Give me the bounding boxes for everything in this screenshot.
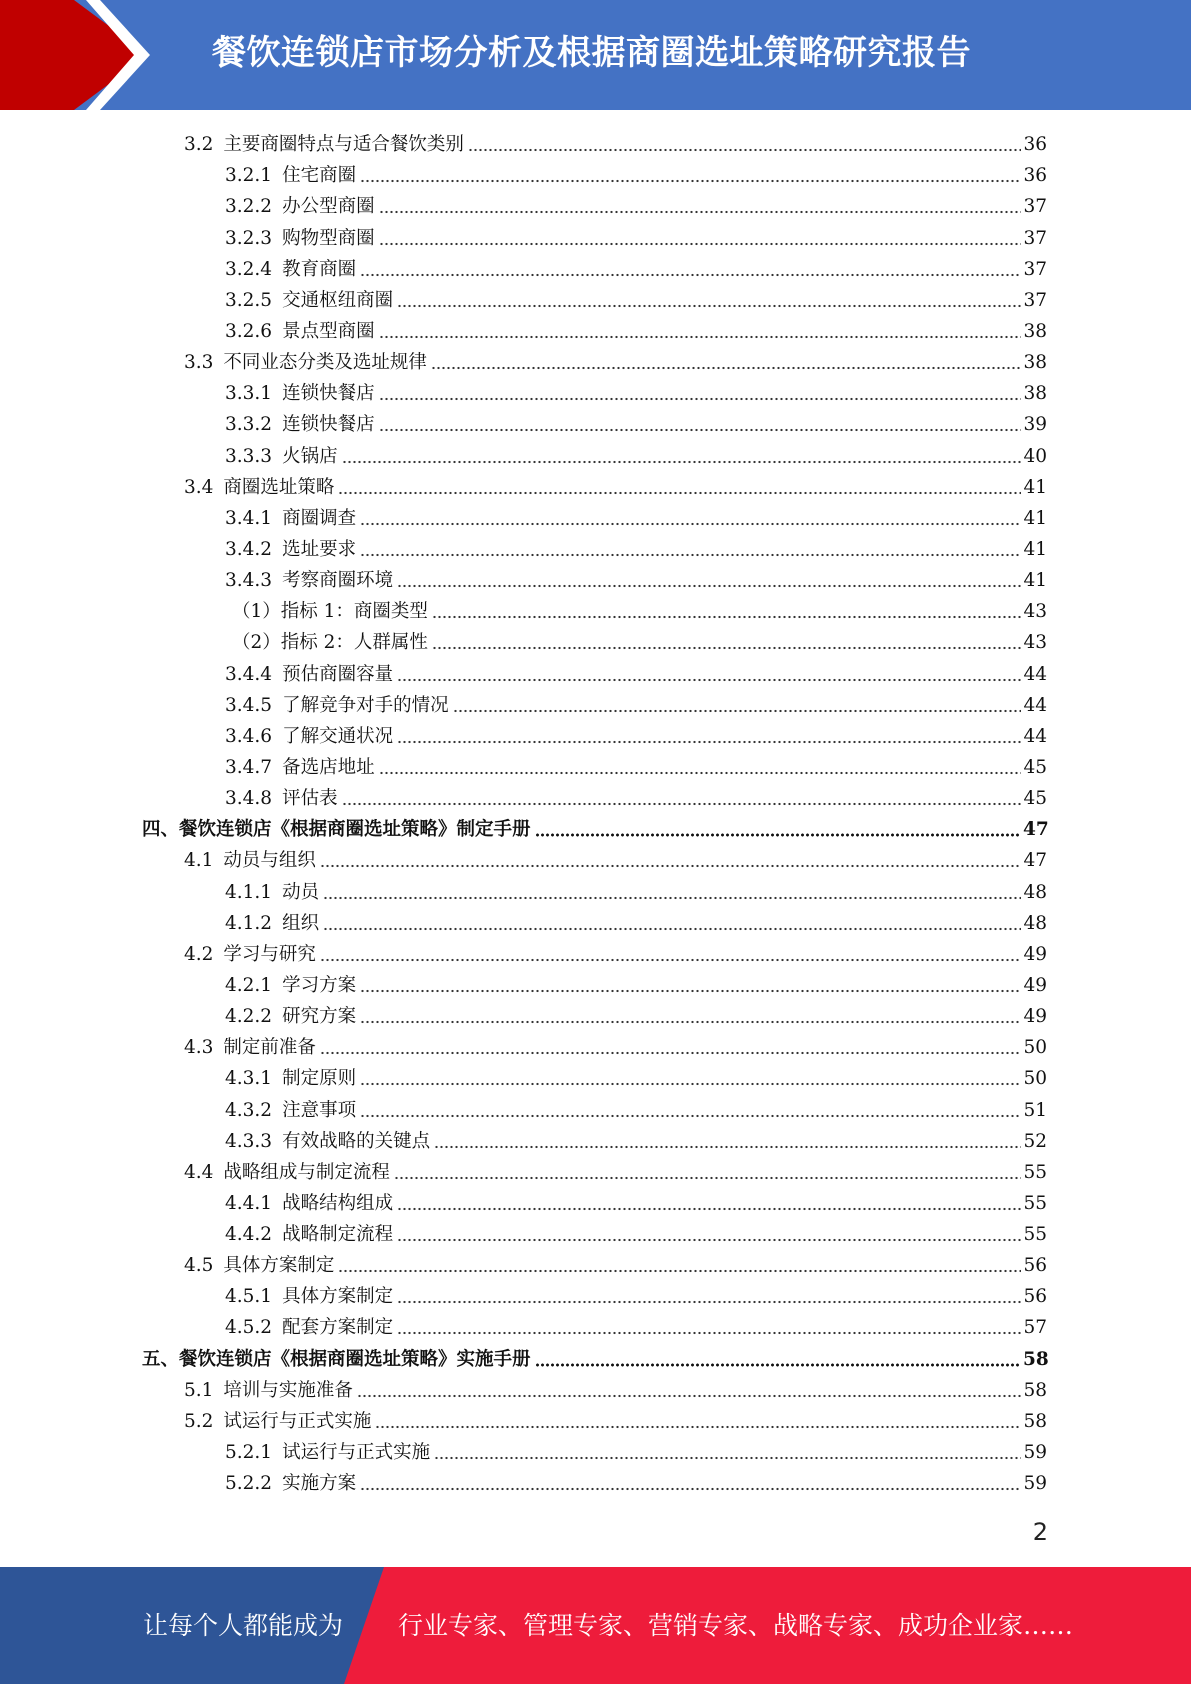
toc-entry-label: [225, 1441, 430, 1465]
footer-banner: [0, 1567, 1191, 1684]
toc-entry-number: 4.5: [184, 1255, 214, 1277]
toc-entry-title: 连锁快餐店: [282, 383, 375, 405]
toc-entry-label: [225, 1067, 356, 1091]
toc-entry[interactable]: [0, 1031, 1191, 1062]
toc-entry[interactable]: [0, 221, 1191, 252]
toc-entry-page: 50: [1023, 1037, 1047, 1059]
toc-entry[interactable]: [0, 689, 1191, 720]
toc-entry-number: 3.4.6: [225, 725, 273, 747]
toc-entry-page: 58: [1023, 1348, 1049, 1370]
toc-entry-label: [225, 382, 375, 406]
toc-entry-page: 37: [1023, 258, 1047, 280]
toc-entry-title: 有效战略的关键点: [282, 1130, 431, 1152]
toc-entry-page: 50: [1023, 1068, 1047, 1090]
toc-entry-title: 注意事项: [282, 1099, 357, 1121]
toc-entry-page: 45: [1023, 756, 1047, 778]
toc-entry-label: [184, 943, 316, 967]
toc-entry-number: 3.3.1: [225, 383, 273, 405]
toc-entry-number: 3.3.2: [225, 414, 273, 436]
toc-entry[interactable]: [0, 938, 1191, 969]
toc-dot-leader: [360, 179, 1021, 183]
toc-entry[interactable]: [0, 346, 1191, 377]
toc-entry-page: 47: [1023, 819, 1049, 841]
toc-dot-leader: [431, 366, 1021, 370]
toc-dot-leader: [338, 491, 1021, 495]
toc-entry-page: 41: [1023, 570, 1047, 592]
toc-entry-title: 战略制定流程: [282, 1224, 394, 1246]
toc-dot-leader: [320, 864, 1021, 868]
toc-entry-title: 具体方案制定: [282, 1286, 394, 1308]
toc-entry-title: 四、餐饮连锁店《根据商圈选址策略》制定手册: [142, 819, 531, 841]
toc-entry-title: 商圈选址策略: [223, 476, 335, 498]
toc-entry[interactable]: [0, 626, 1191, 657]
toc-entry-number: 4.2.2: [225, 1006, 273, 1028]
toc-entry-title: 学习与研究: [223, 943, 316, 965]
toc-entry-page: 58: [1023, 1379, 1047, 1401]
toc-entry-number: 3.2.6: [225, 320, 273, 342]
toc-dot-leader: [342, 460, 1021, 464]
toc-entry[interactable]: [0, 1125, 1191, 1156]
toc-entry-label: [225, 164, 356, 188]
toc-dot-leader: [323, 896, 1021, 900]
toc-entry[interactable]: [0, 439, 1191, 470]
toc-entry-label: [184, 1410, 371, 1434]
toc-entry-title: 了解竞争对手的情况: [282, 694, 449, 716]
toc-entry-page: 45: [1023, 788, 1047, 810]
toc-entry-label: [225, 195, 375, 219]
toc-entry-label: [184, 1161, 390, 1185]
toc-dot-leader: [320, 1051, 1021, 1055]
toc-entry-title: 学习方案: [282, 974, 357, 996]
toc-entry-label: [225, 881, 319, 905]
toc-entry[interactable]: [0, 377, 1191, 408]
toc-entry-label: [225, 1005, 356, 1029]
toc-entry-page: 36: [1023, 165, 1047, 187]
toc-entry-title: 评估表: [282, 788, 338, 810]
toc-entry[interactable]: [0, 128, 1191, 159]
footer-slogan-right: 行业专家、管理专家、营销专家、战略专家、成功企业家……: [398, 1611, 1074, 1640]
toc-entry-label: [184, 133, 464, 157]
toc-entry-page: 49: [1023, 1006, 1047, 1028]
toc-dot-leader: [394, 1176, 1021, 1180]
toc-entry-number: 4.5.2: [225, 1317, 273, 1339]
toc-entry-title: 选址要求: [282, 538, 357, 560]
toc-entry[interactable]: [0, 907, 1191, 938]
toc-dot-leader: [397, 678, 1021, 682]
toc-dot-leader: [360, 273, 1021, 277]
toc-entry-page: 38: [1023, 383, 1047, 405]
toc-entry[interactable]: [0, 969, 1191, 1000]
toc-entry[interactable]: [0, 1062, 1191, 1093]
toc-entry-number: 3.4.5: [225, 694, 273, 716]
toc-entry-label: [184, 1036, 316, 1060]
toc-entry-label: [225, 1192, 393, 1216]
toc-entry-number: 3.2.5: [225, 289, 273, 311]
toc-dot-leader: [397, 1207, 1021, 1211]
toc-entry-number: 4.3: [184, 1037, 214, 1059]
header-red-arrow: [0, 0, 150, 110]
toc-dot-leader: [360, 1020, 1021, 1024]
toc-dot-leader: [468, 148, 1021, 152]
toc-entry-page: 49: [1023, 943, 1047, 965]
toc-entry-number: 3.4.1: [225, 507, 273, 529]
toc-entry-title: 制定原则: [282, 1068, 357, 1090]
toc-entry-page: 49: [1023, 974, 1047, 996]
toc-dot-leader: [432, 615, 1021, 619]
toc-dot-leader: [360, 1082, 1021, 1086]
toc-entry-page: 55: [1023, 1224, 1047, 1246]
toc-entry-label: [225, 1472, 356, 1496]
toc-entry-title: （2）指标 2：人群属性: [232, 632, 428, 654]
toc-entry-title: 制定前准备: [223, 1037, 316, 1059]
toc-entry-page: 44: [1023, 725, 1047, 747]
toc-entry-label: [225, 1285, 393, 1309]
toc-entry[interactable]: [0, 751, 1191, 782]
toc-entry-label: [225, 1099, 356, 1123]
header-banner: [0, 0, 1191, 110]
toc-dot-leader: [535, 1363, 1021, 1367]
toc-entry-number: 4.1.2: [225, 912, 273, 934]
toc-dot-leader: [397, 1238, 1021, 1242]
toc-entry-label: [184, 476, 334, 500]
toc-entry[interactable]: [0, 1467, 1191, 1498]
toc-entry-number: 4.4: [184, 1161, 214, 1183]
toc-entry[interactable]: [0, 253, 1191, 284]
toc-entry[interactable]: [0, 284, 1191, 315]
toc-entry-label: [225, 507, 356, 531]
toc-entry[interactable]: [0, 782, 1191, 813]
toc-entry-title: 实施方案: [282, 1473, 357, 1495]
toc-entry[interactable]: [0, 408, 1191, 439]
toc-entry-number: 3.4.2: [225, 538, 273, 560]
toc-entry-title: 研究方案: [282, 1006, 357, 1028]
toc-entry[interactable]: [0, 159, 1191, 190]
toc-dot-leader: [360, 1487, 1021, 1491]
toc-entry-title: 主要商圈特点与适合餐饮类别: [223, 134, 464, 156]
toc-entry-page: 41: [1023, 476, 1047, 498]
toc-entry-label: [225, 756, 375, 780]
toc-entry-page: 55: [1023, 1161, 1047, 1183]
toc-entry-label: [225, 569, 393, 593]
toc-entry-label: [225, 258, 356, 282]
toc-entry-number: 3.4.3: [225, 570, 273, 592]
toc-entry-page: 44: [1023, 663, 1047, 685]
toc-dot-leader: [338, 1269, 1021, 1273]
toc-entry-title: 培训与实施准备: [223, 1379, 353, 1401]
toc-entry-title: 组织: [282, 912, 320, 934]
toc-entry-label: [184, 849, 316, 873]
toc-entry-number: 3.4.4: [225, 663, 273, 685]
toc-entry-title: 景点型商圈: [282, 320, 375, 342]
toc-entry-page: 48: [1023, 912, 1047, 934]
toc-dot-leader: [535, 833, 1021, 837]
toc-entry-title: 连锁快餐店: [282, 414, 375, 436]
toc-entry-label: [142, 1348, 531, 1372]
toc-entry-label: [142, 818, 531, 842]
toc-entry[interactable]: [0, 1405, 1191, 1436]
toc-entry-label: [225, 663, 393, 687]
toc-entry-page: 38: [1023, 320, 1047, 342]
toc-chapter-entry[interactable]: [0, 1342, 1191, 1373]
toc-entry-number: 4.2.1: [225, 974, 273, 996]
toc-dot-leader: [397, 304, 1021, 308]
toc-entry-title: 不同业态分类及选址规律: [223, 352, 427, 374]
toc-entry-title: 预估商圈容量: [282, 663, 394, 685]
toc-entry-number: 4.1: [184, 850, 214, 872]
toc-entry-number: 4.5.1: [225, 1286, 273, 1308]
toc-entry-page: 56: [1023, 1255, 1047, 1277]
toc-entry-number: 3.3.3: [225, 445, 273, 467]
toc-entry-label: [184, 1254, 334, 1278]
toc-entry[interactable]: [0, 190, 1191, 221]
toc-entry-label: [225, 320, 375, 344]
toc-entry-title: 五、餐饮连锁店《根据商圈选址策略》实施手册: [142, 1348, 531, 1370]
toc-entry-title: 动员与组织: [223, 850, 316, 872]
toc-entry-number: 5.2.2: [225, 1473, 273, 1495]
toc-entry[interactable]: [0, 1374, 1191, 1405]
toc-dot-leader: [379, 335, 1021, 339]
toc-dot-leader: [320, 958, 1021, 962]
toc-entry-title: 火锅店: [282, 445, 338, 467]
toc-dot-leader: [397, 740, 1021, 744]
toc-chapter-entry[interactable]: [0, 813, 1191, 844]
toc-entry-page: 43: [1023, 632, 1047, 654]
toc-entry-page: 37: [1023, 196, 1047, 218]
toc-entry-page: 36: [1023, 134, 1047, 156]
toc-dot-leader: [375, 1425, 1021, 1429]
toc-dot-leader: [379, 397, 1021, 401]
toc-entry-title: 办公型商圈: [282, 196, 375, 218]
toc-entry-label: [184, 1379, 353, 1403]
toc-entry-page: 59: [1023, 1442, 1047, 1464]
toc-entry-label: [225, 725, 393, 749]
toc-entry-title: 具体方案制定: [223, 1255, 335, 1277]
toc-entry-title: 住宅商圈: [282, 165, 357, 187]
toc-entry-number: 3.4: [184, 476, 214, 498]
toc-entry-title: 购物型商圈: [282, 227, 375, 249]
toc-entry-page: 58: [1023, 1410, 1047, 1432]
toc-entry[interactable]: [0, 1436, 1191, 1467]
toc-dot-leader: [379, 428, 1021, 432]
toc-dot-leader: [434, 1456, 1021, 1460]
toc-entry-number: 3.4.8: [225, 788, 273, 810]
toc-entry-label: [225, 1130, 430, 1154]
toc-entry-number: 4.3.1: [225, 1068, 273, 1090]
document-title: 餐饮连锁店市场分析及根据商圈选址策略研究报告: [212, 33, 971, 73]
toc-entry-number: 3.2.3: [225, 227, 273, 249]
toc-entry-label: [225, 694, 449, 718]
toc-entry-title: 交通枢纽商圈: [282, 289, 394, 311]
footer-slogan-left: 让每个人都能成为: [143, 1611, 344, 1640]
toc-entry[interactable]: [0, 1218, 1191, 1249]
toc-entry-page: 51: [1023, 1099, 1047, 1121]
toc-entry[interactable]: [0, 564, 1191, 595]
toc-entry-title: 动员: [282, 881, 320, 903]
toc-entry-title: 试运行与正式实施: [282, 1442, 431, 1464]
toc-entry-page: 47: [1023, 850, 1047, 872]
toc-entry-page: 55: [1023, 1192, 1047, 1214]
toc-entry-page: 57: [1023, 1317, 1047, 1339]
toc-entry-number: 4.4.1: [225, 1192, 273, 1214]
toc-dot-leader: [453, 709, 1021, 713]
toc-entry-page: 59: [1023, 1473, 1047, 1495]
toc-entry-label: [232, 600, 428, 624]
toc-entry-title: 考察商圈环境: [282, 570, 394, 592]
toc-dot-leader: [360, 1114, 1021, 1118]
toc-entry-label: [225, 787, 338, 811]
toc-entry-title: 教育商圈: [282, 258, 357, 280]
toc-entry-number: 4.3.3: [225, 1130, 273, 1152]
toc-entry-title: 了解交通状况: [282, 725, 394, 747]
toc-dot-leader: [397, 1331, 1021, 1335]
toc-entry-page: 38: [1023, 352, 1047, 374]
toc-entry-label: [225, 445, 338, 469]
toc-entry-title: 试运行与正式实施: [223, 1410, 372, 1432]
toc-dot-leader: [379, 771, 1021, 775]
toc-entry-page: 48: [1023, 881, 1047, 903]
toc-dot-leader: [379, 210, 1021, 214]
toc-entry[interactable]: [0, 1311, 1191, 1342]
toc-dot-leader: [360, 989, 1021, 993]
toc-entry[interactable]: [0, 1156, 1191, 1187]
table-of-contents: [0, 128, 1191, 1498]
toc-dot-leader: [357, 1394, 1021, 1398]
toc-entry-number: 4.3.2: [225, 1099, 273, 1121]
toc-entry-number: 5.2.1: [225, 1442, 273, 1464]
toc-entry[interactable]: [0, 1280, 1191, 1311]
toc-dot-leader: [379, 242, 1021, 246]
toc-dot-leader: [323, 927, 1021, 931]
toc-entry[interactable]: [0, 844, 1191, 875]
toc-dot-leader: [360, 553, 1021, 557]
toc-entry-label: [225, 1316, 393, 1340]
toc-entry-page: 56: [1023, 1286, 1047, 1308]
toc-entry-page: 39: [1023, 414, 1047, 436]
toc-entry[interactable]: [0, 875, 1191, 906]
toc-entry[interactable]: [0, 1187, 1191, 1218]
toc-entry-label: [225, 413, 375, 437]
toc-entry-title: 备选店地址: [282, 756, 375, 778]
toc-entry-label: [225, 227, 375, 251]
toc-entry[interactable]: [0, 657, 1191, 688]
toc-entry-label: [232, 631, 428, 655]
toc-entry-number: 3.2.1: [225, 165, 273, 187]
toc-entry[interactable]: [0, 502, 1191, 533]
toc-dot-leader: [360, 522, 1021, 526]
toc-dot-leader: [434, 1145, 1021, 1149]
toc-entry-number: 5.2: [184, 1410, 214, 1432]
toc-entry-page: 52: [1023, 1130, 1047, 1152]
toc-entry-number: 3.3: [184, 352, 214, 374]
toc-entry-page: 44: [1023, 694, 1047, 716]
toc-entry-label: [225, 1223, 393, 1247]
toc-entry-page: 37: [1023, 289, 1047, 311]
toc-entry-title: 战略组成与制定流程: [223, 1161, 390, 1183]
toc-entry-number: 3.4.7: [225, 756, 273, 778]
toc-entry-title: 配套方案制定: [282, 1317, 394, 1339]
toc-entry-label: [225, 289, 393, 313]
toc-entry-number: 5.1: [184, 1379, 214, 1401]
toc-entry[interactable]: [0, 315, 1191, 346]
toc-dot-leader: [342, 802, 1021, 806]
toc-entry-page: 41: [1023, 538, 1047, 560]
toc-entry[interactable]: [0, 1093, 1191, 1124]
toc-entry[interactable]: [0, 720, 1191, 751]
toc-entry-number: 3.2.2: [225, 196, 273, 218]
toc-entry-number: 3.2.4: [225, 258, 273, 280]
toc-entry-page: 40: [1023, 445, 1047, 467]
toc-entry-title: 战略结构组成: [282, 1192, 394, 1214]
toc-entry[interactable]: [0, 1249, 1191, 1280]
toc-entry-page: 43: [1023, 601, 1047, 623]
toc-entry-label: [225, 912, 319, 936]
toc-entry-title: （1）指标 1：商圈类型: [232, 601, 428, 623]
toc-entry-label: [184, 351, 427, 375]
toc-entry-title: 商圈调查: [282, 507, 357, 529]
toc-entry-page: 41: [1023, 507, 1047, 529]
toc-entry[interactable]: [0, 1000, 1191, 1031]
toc-entry-number: 3.2: [184, 134, 214, 156]
toc-dot-leader: [397, 1300, 1021, 1304]
toc-entry-number: 4.2: [184, 943, 214, 965]
toc-entry-page: 37: [1023, 227, 1047, 249]
toc-entry[interactable]: [0, 595, 1191, 626]
toc-entry-number: 4.4.2: [225, 1224, 273, 1246]
toc-entry-label: [225, 538, 356, 562]
toc-entry[interactable]: [0, 471, 1191, 502]
page-number: 2: [1032, 1518, 1048, 1546]
toc-entry-label: [225, 974, 356, 998]
toc-dot-leader: [432, 646, 1021, 650]
toc-dot-leader: [397, 584, 1021, 588]
toc-entry-number: 4.1.1: [225, 881, 273, 903]
toc-entry[interactable]: [0, 533, 1191, 564]
